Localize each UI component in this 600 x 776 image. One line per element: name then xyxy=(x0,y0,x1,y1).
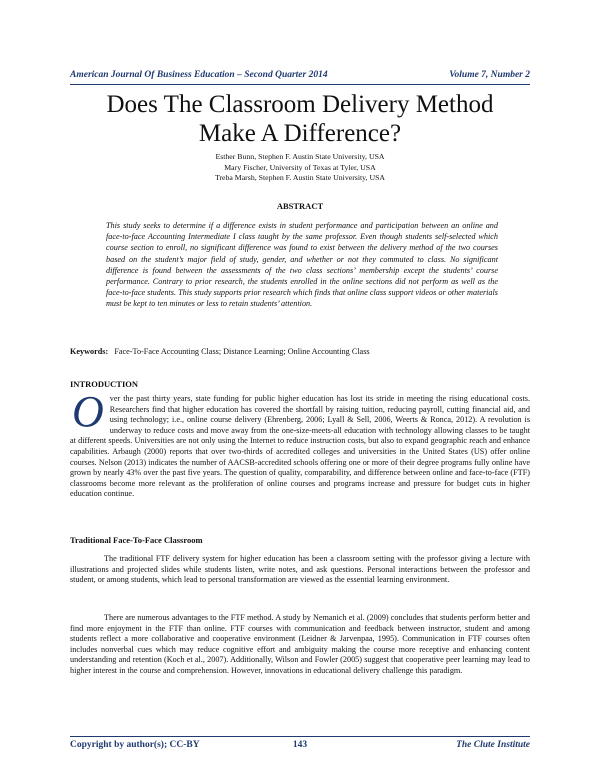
paper-title xyxy=(70,90,530,148)
section-paragraph-1: The traditional FTF delivery system for higher education has been a classroom setting with the professor giving a lecture with illustrations and projected slides while students listen, write notes, and ask questions. Personal interactions between the professor and student, or among students, which lead to personal transformation are viewed as the essential learning environment. xyxy=(70,554,530,585)
author-1: Esther Bunn, Stephen F. Austin State University, USA xyxy=(215,152,385,161)
section-paragraph-2: There are numerous advantages to the FTF method. A study by Nemanich et al. (2009) concludes that students perform better and find more enjoyment in the FTF than online. FTF courses with communication and feedback between instructor, student and among students reflect a more collaborative and cooperative environment (Leidner & Jarvenpaa, 1995). Communication in FTF courses often includes nonverbal cues which may reduce cognitive effort and ambiguity making the course more receptive and enhancing content understanding and retention (Koch et al., 2007). Additionally, Wilson and Fowler (2005) suggest that cooperative peer learning may lead to higher interest in the course and comprehension. However, innovations in educational delivery challenge this paradigm. xyxy=(70,613,530,675)
journal-name: American Journal Of Business Education – Second Quarter 2014 xyxy=(70,70,328,80)
running-header xyxy=(70,70,530,84)
page-number: 143 xyxy=(292,740,308,750)
abstract-heading: ABSTRACT xyxy=(276,201,324,211)
title-line-1: Does The Classroom Delivery Method xyxy=(106,91,494,118)
introduction-text: ver the past thirty years, state funding for public higher education has lost its stride in meeting the rising educational costs. Researchers find that higher education has covered the shortfall by raising tuition, reducing payroll, cutting financial aid, and using technology; i.e., online course delivery (Ehrenberg, 2006; Lyall & Sell, 2006, Weerts & Ronca, 2012). A revolution is underway to reduce costs and move away from the one-size-meets-all education with technology allowing classes to be taught at different speeds. Universities are not only using the Internet to reduce instruction costs, but also to expand geographic reach and enhance capabilities. Arbaugh (2000) reports that over two-thirds of accredited colleges and universities in the United States (US) offer online courses. Nelson (2013) indicates the number of AACSB-accredited schools offering one or more of their degree programs fully online have grown by nearly 43% over the past five years. The question of quality, comparability, and difference between online and face-to-face (FTF) classrooms become more relevant as the proliferation of online courses and programs increase and pressure for budget cuts in higher education continue. xyxy=(70,394,530,499)
author-list xyxy=(70,152,530,184)
introduction-heading: INTRODUCTION xyxy=(70,379,139,389)
abstract-text: This study seeks to determine if a difference exists in student performance and participation between an online and face-to-face Accounting Intermediate I class taught by the same professor. Even though students self-selected which course section to enroll, no significant difference was found to exist between the delivery method of the two courses based on the student’s major field of study, gender, and whether or not they commuted to class. No significant difference is found between the assessments of the two class sections’ membership except the students’ course performance. Contrary to prior research, the students enrolled in the online sections did not perform as well as the face-to-face students. This study supports prior research which finds that online class support videos or other materials must be kept to ten minutes or less to retain students’ attention. xyxy=(106,221,498,309)
drop-cap: O xyxy=(72,387,104,436)
publisher: The Clute Institute xyxy=(456,740,530,750)
author-3: Treba Marsh, Stephen F. Austin State University, USA xyxy=(214,173,386,182)
introduction-body xyxy=(70,387,530,500)
footer-rule xyxy=(70,736,530,737)
volume-number: Volume 7, Number 2 xyxy=(449,70,530,80)
author-2: Mary Fischer, University of Texas at Tyler, USA xyxy=(224,162,376,172)
section-heading: Traditional Face-To-Face Classroom xyxy=(70,535,203,545)
keywords-text: Face-To-Face Accounting Class; Distance Learning; Online Accounting Class xyxy=(114,347,370,356)
keywords-label: Keywords: xyxy=(70,347,109,356)
page-footer xyxy=(70,740,530,752)
copyright: Copyright by author(s); CC-BY xyxy=(70,740,200,750)
keywords xyxy=(70,346,530,357)
header-rule xyxy=(70,84,530,85)
title-line-2: Make A Difference? xyxy=(198,120,402,147)
